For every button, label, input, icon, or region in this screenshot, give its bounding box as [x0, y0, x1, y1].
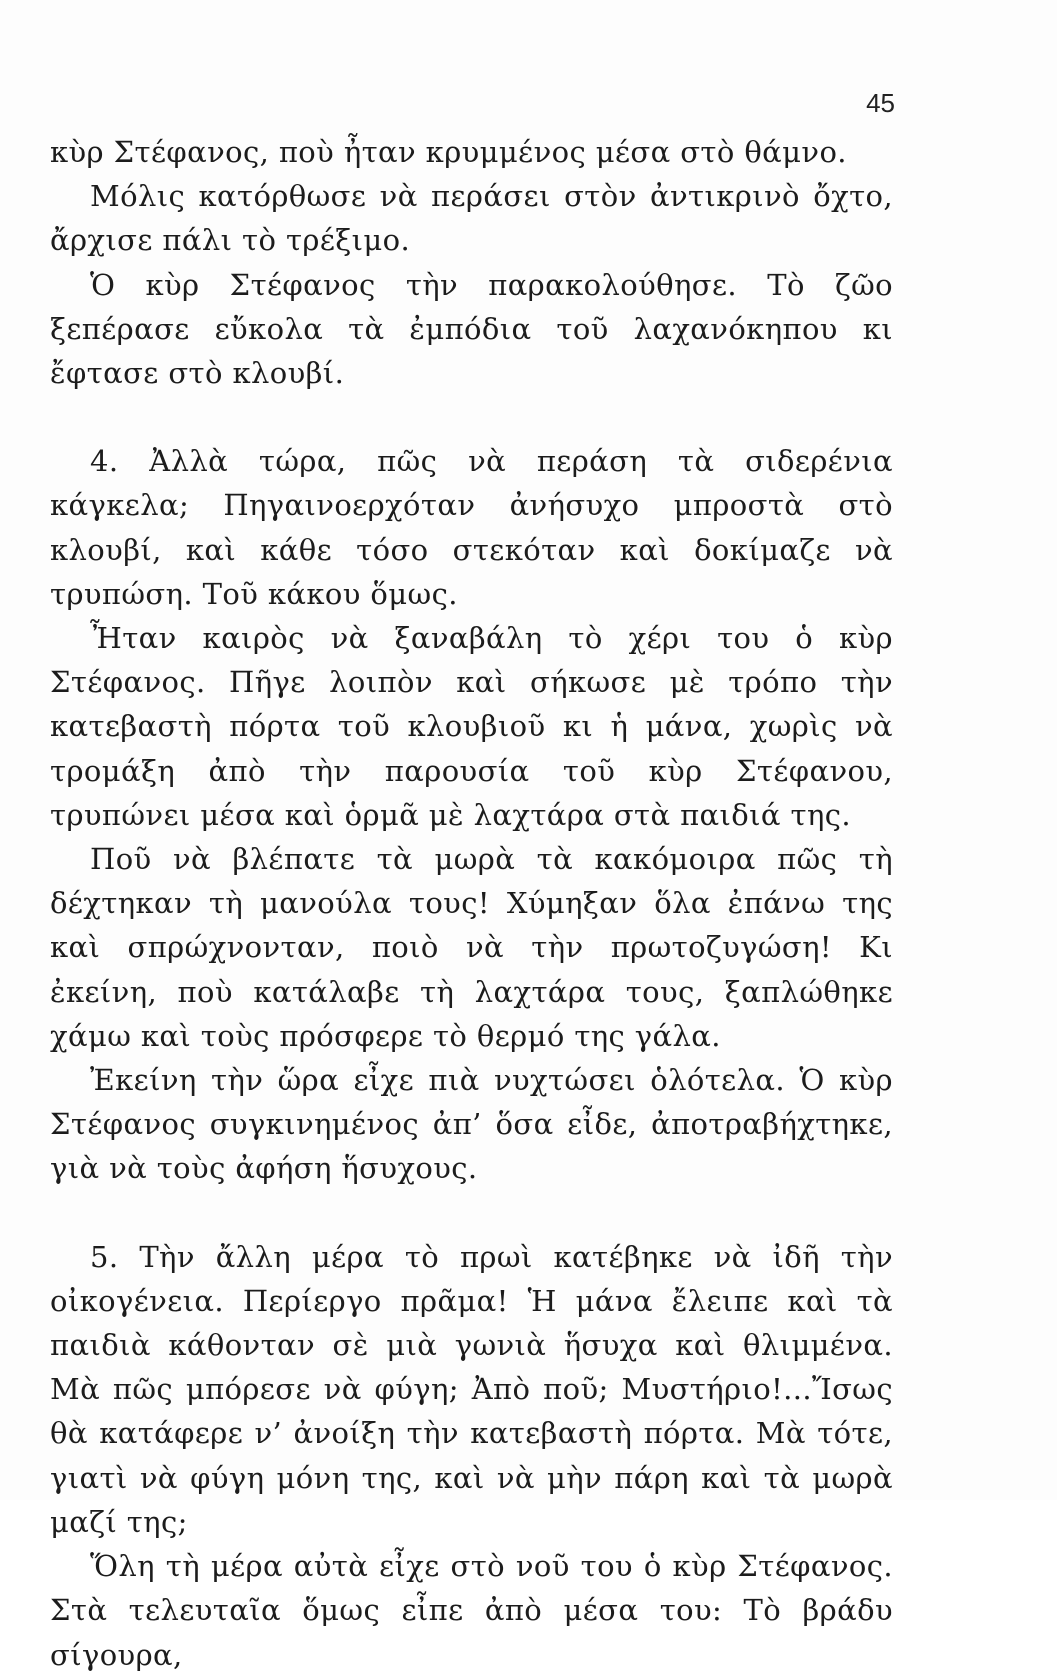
paragraph-3: Ὁ κὺρ Στέφανος τὴν παρακολούθησε. Τὸ ζῶο ξεπέρασε εὔκολα τὰ ἐμπόδια τοῦ λαχανόκηπου κι ἔφτασε στὸ κλουβί.: [50, 267, 893, 391]
paragraph-5: Ἦταν καιρὸς νὰ ξαναβάλη τὸ χέρι του ὁ κὺρ Στέφανος. Πῆγε λοιπὸν καὶ σήκωσε μὲ τρόπο τὴν κατεβαστὴ πόρτα τοῦ κλουβιοῦ κι ἡ μάνα, χωρὶς νὰ τρομάξη ἀπὸ τὴν παρουσία τοῦ κὺρ Στέφανου, τρυπώνει μέσα καὶ ὁρμᾶ μὲ λαχτάρα στὰ παιδιά της.: [50, 621, 893, 832]
paragraph-6: Ποῦ νὰ βλέπατε τὰ μωρὰ τὰ κακόμοιρα πῶς τὴ δέχτηκαν τὴ μανούλα τους! Χύμηξαν ὅλα ἐπάνω της καὶ σπρώχνονταν, ποιὸ νὰ τὴν πρωτοζυγώση! Κι ἐκείνη, ποὺ κατάλαβε τὴ λαχτάρα τους, ξαπλώθηκε χάμω καὶ τοὺς πρόσφερε τὸ θερμό της γάλα.: [50, 842, 893, 1053]
page-number: 45: [866, 88, 895, 118]
paragraph-1: κὺρ Στέφανος, ποὺ ἦταν κρυμμένος μέσα στὸ θάμνο.: [50, 135, 847, 169]
paragraph-7: Ἐκείνη τὴν ὥρα εἶχε πιὰ νυχτώσει ὁλότελα. Ὁ κὺρ Στέφανος συγκινημένος ἀπ’ ὅσα εἶδε, ἀποτραβήχτηκε, γιὰ νὰ τοὺς ἀφήση ἥσυχους.: [50, 1063, 893, 1186]
section-4-paragraph: 4. Ἀλλὰ τώρα, πῶς νὰ περάση τὰ σιδερένια κάγκελα; Πηγαινοερχόταν ἀνήσυχο μπροστὰ στὸ κλουβί, καὶ κάθε τόσο στεκόταν καὶ δοκίμαζε νὰ τρυπώση. Τοῦ κάκου ὅμως.: [50, 444, 893, 611]
section-5-paragraph: 5. Τὴν ἄλλη μέρα τὸ πρωὶ κατέβηκε νὰ ἰδῆ τὴν οἰκογένεια. Περίεργο πρᾶμα! Ἡ μάνα ἔλειπε καὶ τὰ παιδιὰ κάθονταν σὲ μιὰ γωνιὰ ἥσυχα καὶ θλιμμένα. Μὰ πῶς μπόρεσε νὰ φύγη; Ἀπὸ ποῦ; Μυστήριο!...Ἴσως θὰ κατάφερε ν’ ἀνοίξη τὴν κατεβαστὴ πόρτα. Μὰ τότε, γιατὶ νὰ φύγη μόνη της, καὶ νὰ μὴν πάρη καὶ τὰ μωρὰ μαζί της;: [50, 1239, 893, 1539]
body-text: [50, 130, 893, 1677]
paragraph-2: Μόλις κατόρθωσε νὰ περάσει στὸν ἀντικρινὸ ὄχτο, ἄρχισε πάλι τὸ τρέξιμο.: [50, 179, 893, 258]
paragraph-9: Ὅλη τὴ μέρα αὐτὰ εἶχε στὸ νοῦ του ὁ κὺρ Στέφανος. Στὰ τελευταῖα ὅμως εἶπε ἀπὸ μέσα του: Τὸ βράδυ σίγουρα,: [50, 1549, 893, 1672]
